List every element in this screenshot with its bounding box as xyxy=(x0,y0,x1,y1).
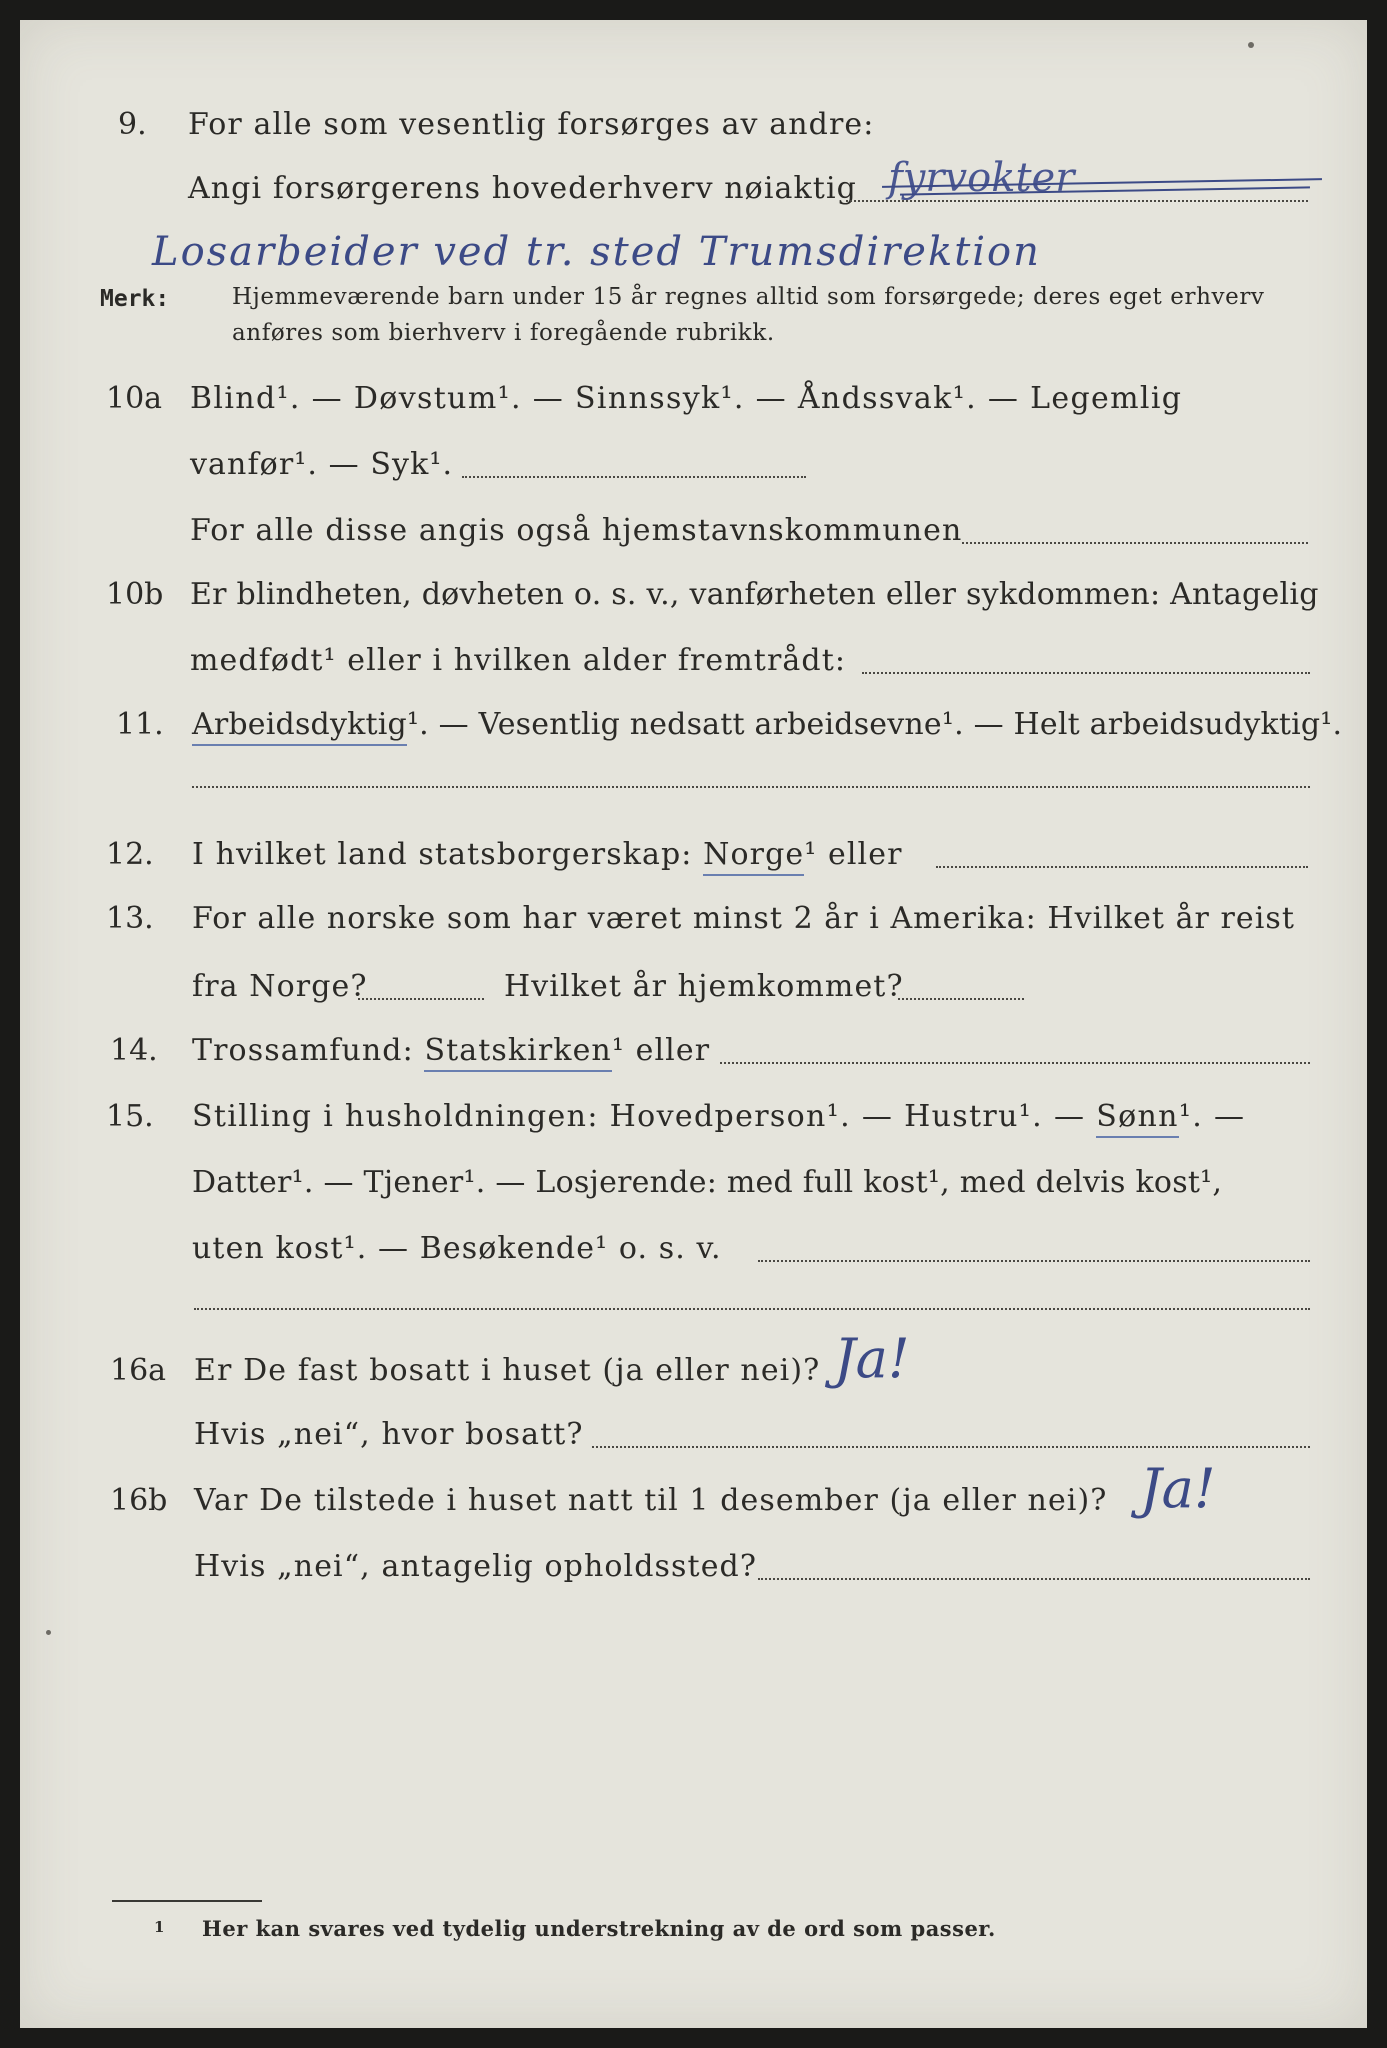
q10a-text: Blind¹. — Døvstum¹. — Sinnssyk¹. — Åndssvak¹. — Legemlig xyxy=(190,381,1183,416)
q14-underlined-answer: Statskirken xyxy=(424,1033,611,1072)
q16b-text: Var De tilstede i huset natt til 1 desember (ja eller nei)? xyxy=(194,1483,1108,1518)
q16a-handwritten-answer: Ja! xyxy=(834,1327,910,1390)
q15-text-line2: Datter¹. — Tjener¹. — Losjerende: med full kost¹, med delvis kost¹, xyxy=(192,1165,1223,1200)
footnote-mark: 1 xyxy=(154,1918,165,1936)
merk-label: Merk: xyxy=(100,286,170,312)
q13-left-norway: fra Norge? xyxy=(192,969,368,1004)
q12-prefix: I hvilket land statsborgerskap: xyxy=(192,837,693,872)
q15-underlined-answer: Sønn xyxy=(1096,1099,1179,1138)
q10b-text: Er blindheten, døvheten o. s. v., vanførheten eller sykdommen: Antagelig xyxy=(190,577,1319,612)
q10a-text-line2: vanfør¹. — Syk¹. xyxy=(190,447,454,482)
census-form-page xyxy=(20,20,1367,2028)
footnote-rule xyxy=(112,1900,262,1902)
q13-text: For alle norske som har været minst 2 år i Amerika: Hvilket år reist xyxy=(192,901,1295,936)
q13-returned: Hvilket år hjemkommet? xyxy=(504,969,904,1004)
q11-number: 11. xyxy=(116,707,164,742)
q16a-text: Er De fast bosatt i huset (ja eller nei)? xyxy=(194,1353,821,1388)
q16a-where-prompt: Hvis „nei“, hvor bosatt? xyxy=(194,1417,584,1452)
q16b-answer-line xyxy=(758,1578,1310,1580)
paper-spot xyxy=(46,1630,51,1635)
q14-prefix: Trossamfund: xyxy=(192,1033,414,1068)
q16b-where-prompt: Hvis „nei“, antagelig opholdssted? xyxy=(194,1549,758,1584)
q15-text-part1: Stilling i husholdningen: Hovedperson¹. — Hustru¹. — xyxy=(192,1099,1086,1134)
q15-text-part2: ¹. — xyxy=(1178,1099,1246,1134)
q10a-answer-line xyxy=(462,476,806,478)
merk-text-line1: Hjemmeværende barn under 15 år regnes alltid som forsørgede; deres eget erhverv xyxy=(232,284,1265,310)
q16b-handwritten-answer: Ja! xyxy=(1140,1457,1216,1520)
q11-underlined-answer: Arbeidsdyktig xyxy=(192,707,407,746)
q15-text-line3: uten kost¹. — Besøkende¹ o. s. v. xyxy=(192,1231,722,1266)
q9-number: 9. xyxy=(118,107,147,142)
q11-text xyxy=(192,707,1343,742)
merk-text-line2: anføres som bierhverv i foregående rubrikk. xyxy=(232,320,775,346)
q14-number: 14. xyxy=(110,1033,158,1068)
q14-suffix: ¹ eller xyxy=(611,1033,711,1068)
q9-text: For alle som vesentlig forsørges av andre: xyxy=(188,107,875,142)
q12-number: 12. xyxy=(106,837,154,872)
footnote-text: Her kan svares ved tydelig understrekning av de ord som passer. xyxy=(202,1916,996,1941)
q10a-municipality-line xyxy=(962,542,1308,544)
q9-struck-answer: fyrvokter xyxy=(888,155,1075,201)
q15-number: 15. xyxy=(106,1099,154,1134)
q9-handwritten-answer: Losarbeider ved tr. sted Trumsdirektion xyxy=(152,229,1041,275)
q11-text-rest: ¹. — Vesentlig nedsatt arbeidsevne¹. — Helt arbeidsudyktig¹. xyxy=(406,707,1343,742)
q15-extra-line xyxy=(194,1308,1310,1310)
q13-left-year-line xyxy=(358,998,484,1000)
q13-number: 13. xyxy=(106,901,154,936)
q16a-answer-line xyxy=(592,1446,1310,1448)
q14-answer-line xyxy=(720,1062,1310,1064)
q16a-number: 16a xyxy=(110,1353,167,1388)
paper-spot xyxy=(1248,42,1254,48)
q10b-answer-line xyxy=(862,672,1310,674)
q12-text xyxy=(192,837,903,872)
q10b-number: 10b xyxy=(106,577,164,612)
q13-returned-year-line xyxy=(898,998,1024,1000)
q12-underlined-answer: Norge xyxy=(703,837,804,876)
q9-provider-prompt: Angi forsørgerens hovederhverv nøiaktig xyxy=(188,171,857,206)
q15-answer-line xyxy=(758,1260,1310,1262)
q15-text xyxy=(192,1099,1246,1134)
q10a-home-municipality: For alle disse angis også hjemstavnskommunen xyxy=(190,513,963,548)
q12-answer-line xyxy=(936,866,1308,868)
q16b-number: 16b xyxy=(110,1483,168,1518)
q14-text xyxy=(192,1033,711,1068)
q12-suffix: ¹ eller xyxy=(804,837,903,872)
q10b-text-line2: medfødt¹ eller i hvilken alder fremtrådt: xyxy=(190,643,847,678)
q11-answer-line xyxy=(192,786,1310,788)
q10a-number: 10a xyxy=(106,381,163,416)
